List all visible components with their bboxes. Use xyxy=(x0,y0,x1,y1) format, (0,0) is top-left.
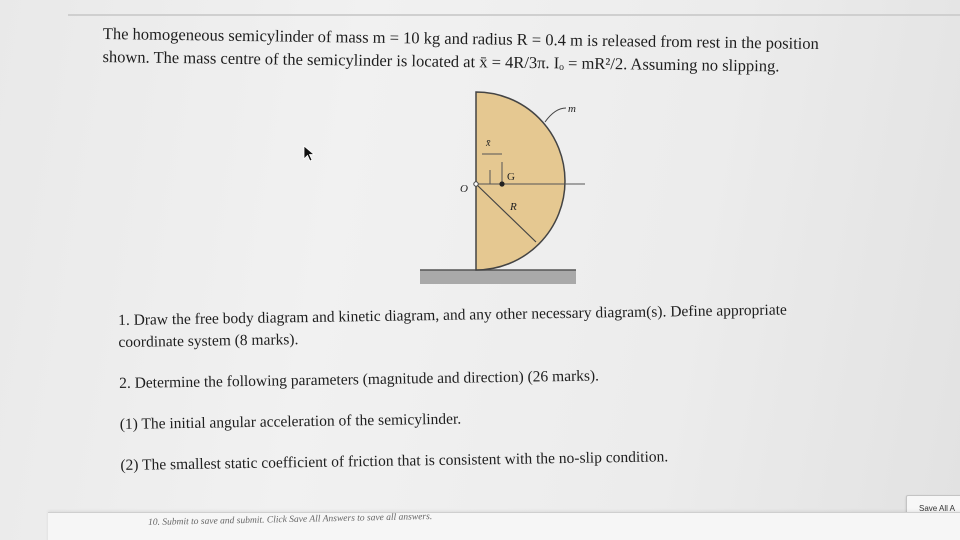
page-border xyxy=(68,14,960,16)
problem-statement xyxy=(102,22,903,79)
label-m: m xyxy=(568,103,576,115)
footer-instructions: 10. Submit to save and submit. Click Save All Answers to save all answers. xyxy=(148,512,433,528)
question-2-part-1: (1) The initial angular acceleration of the semicylinder. xyxy=(119,410,462,433)
label-xbar: x̄ xyxy=(486,138,491,149)
save-all-button[interactable]: Save All A xyxy=(906,495,960,521)
label-o: O xyxy=(460,183,468,195)
question-2-part-2: (2) The smallest static coefficient of friction that is consistent with the no-slip condition. xyxy=(120,448,669,474)
questions xyxy=(118,300,898,474)
problem-line-1: The homogeneous semicylinder of mass m = 10 kg and radius R = 0.4 m is released from rest in the position xyxy=(102,23,819,53)
question-1-line-1: 1. Draw the free body diagram and kinetic diagram, and any other necessary diagram(s). Define appropriate xyxy=(118,301,787,329)
mouse-cursor-icon xyxy=(303,145,317,163)
point-o xyxy=(474,182,478,186)
semicylinder-figure xyxy=(410,82,600,292)
question-1-line-2: coordinate system (8 marks). xyxy=(118,331,299,351)
ground xyxy=(420,270,576,284)
label-g: G xyxy=(507,171,515,183)
mass-leader xyxy=(545,108,566,122)
question-2: 2. Determine the following parameters (magnitude and direction) (26 marks). xyxy=(118,367,600,392)
label-r: R xyxy=(510,201,517,213)
point-g xyxy=(499,181,504,186)
semicylinder-body xyxy=(476,92,565,270)
problem-line-2: shown. The mass centre of the semicylinder is located at x̄ = 4R/3π. Iₒ = mR²/2. Assuming no slipping. xyxy=(102,46,780,76)
